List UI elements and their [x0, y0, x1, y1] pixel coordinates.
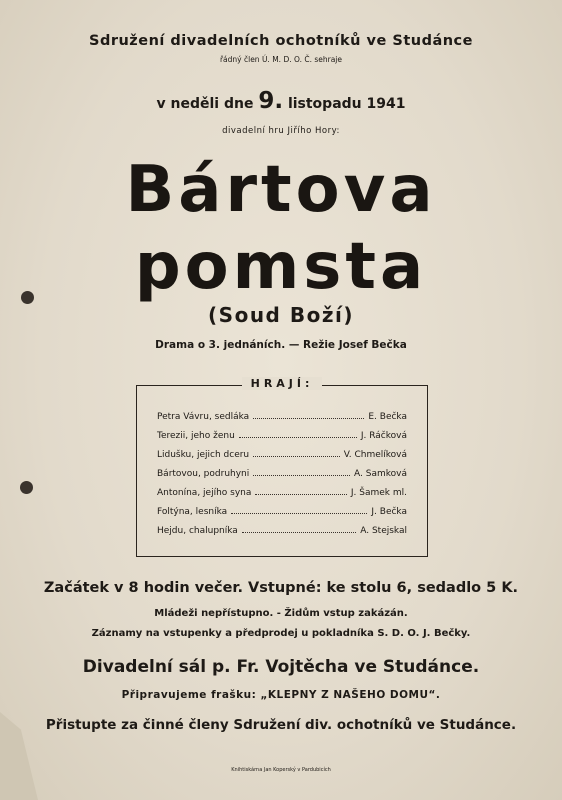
cast-actor: A. Samková — [354, 469, 407, 479]
organizer-name: Sdružení divadelních ochotníků ve Studánce — [89, 33, 473, 49]
cast-actor: E. Bečka — [368, 412, 407, 422]
restrictions-notice: Mládeži nepřístupno. - Židům vstup zakázán. — [154, 608, 408, 619]
cast-row — [157, 425, 407, 441]
cast-role: Foltýna, lesníka — [157, 507, 228, 517]
cast-role: Lidušku, jejich dceru — [157, 450, 250, 460]
cast-role: Petra Vávru, sedláka — [157, 412, 250, 422]
leader-dots — [253, 418, 364, 419]
cast-actor: J. Šamek ml. — [350, 488, 407, 498]
cast-role: Antonína, jejího syna — [157, 488, 252, 498]
performance-date — [0, 88, 562, 114]
genre-director: Drama o 3. jednáních. — Režie Josef Bečka — [155, 339, 407, 351]
leader-dots — [253, 475, 350, 476]
member-appeal: Přistupte za činné členy Sdružení div. ochotníků ve Studánce. — [45, 717, 517, 733]
cast-row — [157, 501, 407, 517]
cast-row — [157, 406, 407, 422]
upcoming-play: Připravujeme frašku: „KLEPNY Z NAŠEHO DOMU“. — [121, 689, 441, 701]
punch-hole — [20, 481, 33, 494]
cast-row — [157, 444, 407, 460]
play-intro: divadelní hru Jiřího Hory: — [222, 126, 340, 136]
play-title-line1: Bártova — [125, 153, 437, 227]
venue: Divadelní sál p. Fr. Vojtěcha ve Studánce. — [82, 657, 480, 677]
cast-role: Bártovou, podruhyni — [157, 469, 250, 479]
member-line: řádný člen Ú. M. D. O. Č. sehraje — [219, 55, 343, 64]
cast-actor: J. Bečka — [371, 507, 407, 517]
cast-actor: V. Chmelíková — [343, 450, 407, 460]
cast-box — [136, 377, 428, 557]
cast-actor: A. Stejskal — [360, 526, 407, 536]
leader-dots — [255, 494, 347, 495]
cast-heading: HRAJÍ: — [242, 377, 322, 390]
start-and-admission: Začátek v 8 hodin večer. Vstupné: ke stolu 6, sedadlo 5 K. — [43, 580, 519, 596]
leader-dots — [253, 456, 340, 457]
cast-role: Terezii, jeho ženu — [157, 431, 235, 441]
date-day: 9. — [258, 88, 284, 114]
leader-dots — [231, 513, 367, 514]
cast-actor: J. Ráčková — [360, 431, 407, 441]
cast-row — [157, 463, 407, 479]
ticket-info: Záznamy na vstupenky a předprodej u pokladníka S. D. O. J. Bečky. — [91, 628, 471, 639]
cast-row — [157, 520, 407, 536]
printer-imprint: Knihtiskárna Jan Koperský v Pardubicích — [231, 767, 331, 773]
leader-dots — [239, 437, 357, 438]
play-subtitle: (Soud Boží) — [208, 303, 354, 327]
date-suffix: listopadu 1941 — [287, 96, 406, 112]
play-title-line2: pomsta — [134, 230, 428, 304]
cast-row — [157, 482, 407, 498]
leader-dots — [242, 532, 356, 533]
cast-role: Hejdu, chalupníka — [157, 526, 238, 536]
date-prefix: v neděli dne — [156, 96, 254, 112]
